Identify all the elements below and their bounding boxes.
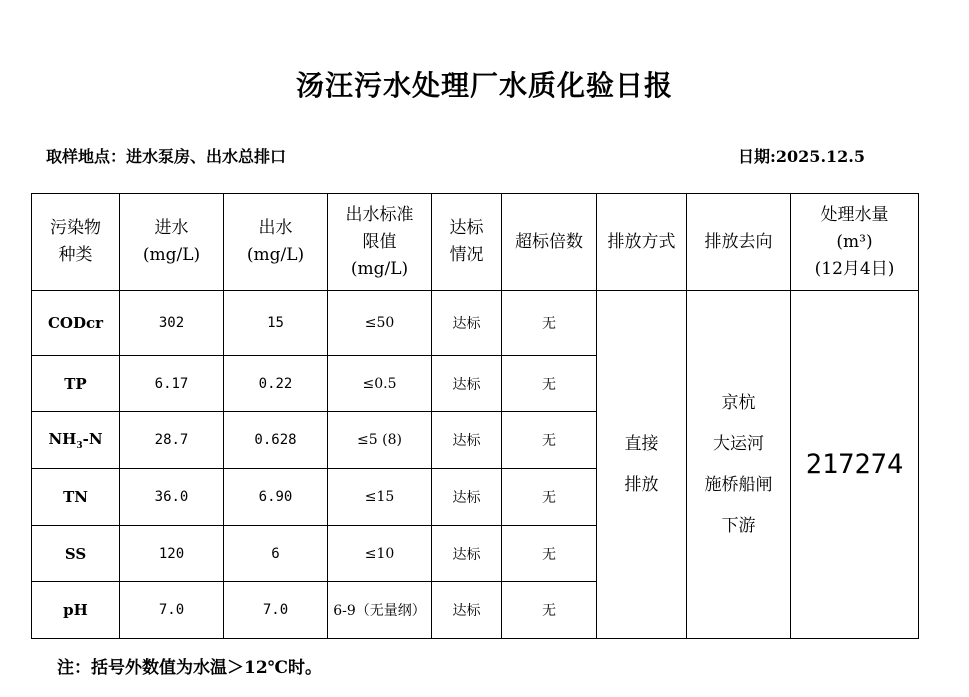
limit-value: 6-9（无量纲）	[328, 582, 432, 639]
header-volume: 处理水量 (m³) (12月4日)	[791, 194, 919, 291]
footnote: 注：括号外数值为水温＞12℃时。	[57, 658, 323, 678]
header-row	[32, 194, 919, 291]
report-date: 日期:2025.12.5	[738, 147, 865, 166]
exceed-value: 无	[502, 526, 597, 582]
pollutant-name: TP	[32, 356, 120, 412]
sampling-location: 取样地点：进水泵房、出水总排口	[46, 147, 287, 166]
header-discharge-method: 排放方式	[597, 194, 687, 291]
limit-value: ≤15	[328, 469, 432, 526]
treated-volume: 217274	[791, 291, 919, 639]
status-value: 达标	[432, 291, 502, 356]
header-influent: 进水 (mg/L)	[120, 194, 224, 291]
table-row	[32, 291, 919, 356]
exceed-value: 无	[502, 412, 597, 469]
influent-value: 28.7	[120, 412, 224, 469]
limit-value: ≤10	[328, 526, 432, 582]
exceed-value: 无	[502, 469, 597, 526]
status-value: 达标	[432, 469, 502, 526]
discharge-method: 直接 排放	[597, 291, 687, 639]
exceed-value: 无	[502, 291, 597, 356]
effluent-value: 6	[224, 526, 328, 582]
effluent-value: 7.0	[224, 582, 328, 639]
limit-value: ≤0.5	[328, 356, 432, 412]
pollutant-name: CODcr	[32, 291, 120, 356]
influent-value: 7.0	[120, 582, 224, 639]
influent-value: 120	[120, 526, 224, 582]
status-value: 达标	[432, 582, 502, 639]
status-value: 达标	[432, 412, 502, 469]
limit-value: ≤5 (8)	[328, 412, 432, 469]
exceed-value: 无	[502, 582, 597, 639]
pollutant-name: TN	[32, 469, 120, 526]
influent-value: 302	[120, 291, 224, 356]
pollutant-name: pH	[32, 582, 120, 639]
discharge-destination: 京杭 大运河 施桥船闸 下游	[687, 291, 791, 639]
influent-value: 36.0	[120, 469, 224, 526]
limit-value: ≤50	[328, 291, 432, 356]
report-title: 汤汪污水处理厂水质化验日报	[295, 69, 673, 102]
water-quality-table	[31, 193, 919, 639]
influent-value: 6.17	[120, 356, 224, 412]
header-exceed: 超标倍数	[502, 194, 597, 291]
header-discharge-dest: 排放去向	[687, 194, 791, 291]
header-limit: 出水标准 限值 (mg/L)	[328, 194, 432, 291]
header-effluent: 出水 (mg/L)	[224, 194, 328, 291]
status-value: 达标	[432, 526, 502, 582]
exceed-value: 无	[502, 356, 597, 412]
effluent-value: 6.90	[224, 469, 328, 526]
effluent-value: 15	[224, 291, 328, 356]
effluent-value: 0.628	[224, 412, 328, 469]
header-status: 达标 情况	[432, 194, 502, 291]
status-value: 达标	[432, 356, 502, 412]
pollutant-name: $NH_3-N$	[32, 412, 120, 469]
header-pollutant: 污染物 种类	[32, 194, 120, 291]
pollutant-name: SS	[32, 526, 120, 582]
effluent-value: 0.22	[224, 356, 328, 412]
